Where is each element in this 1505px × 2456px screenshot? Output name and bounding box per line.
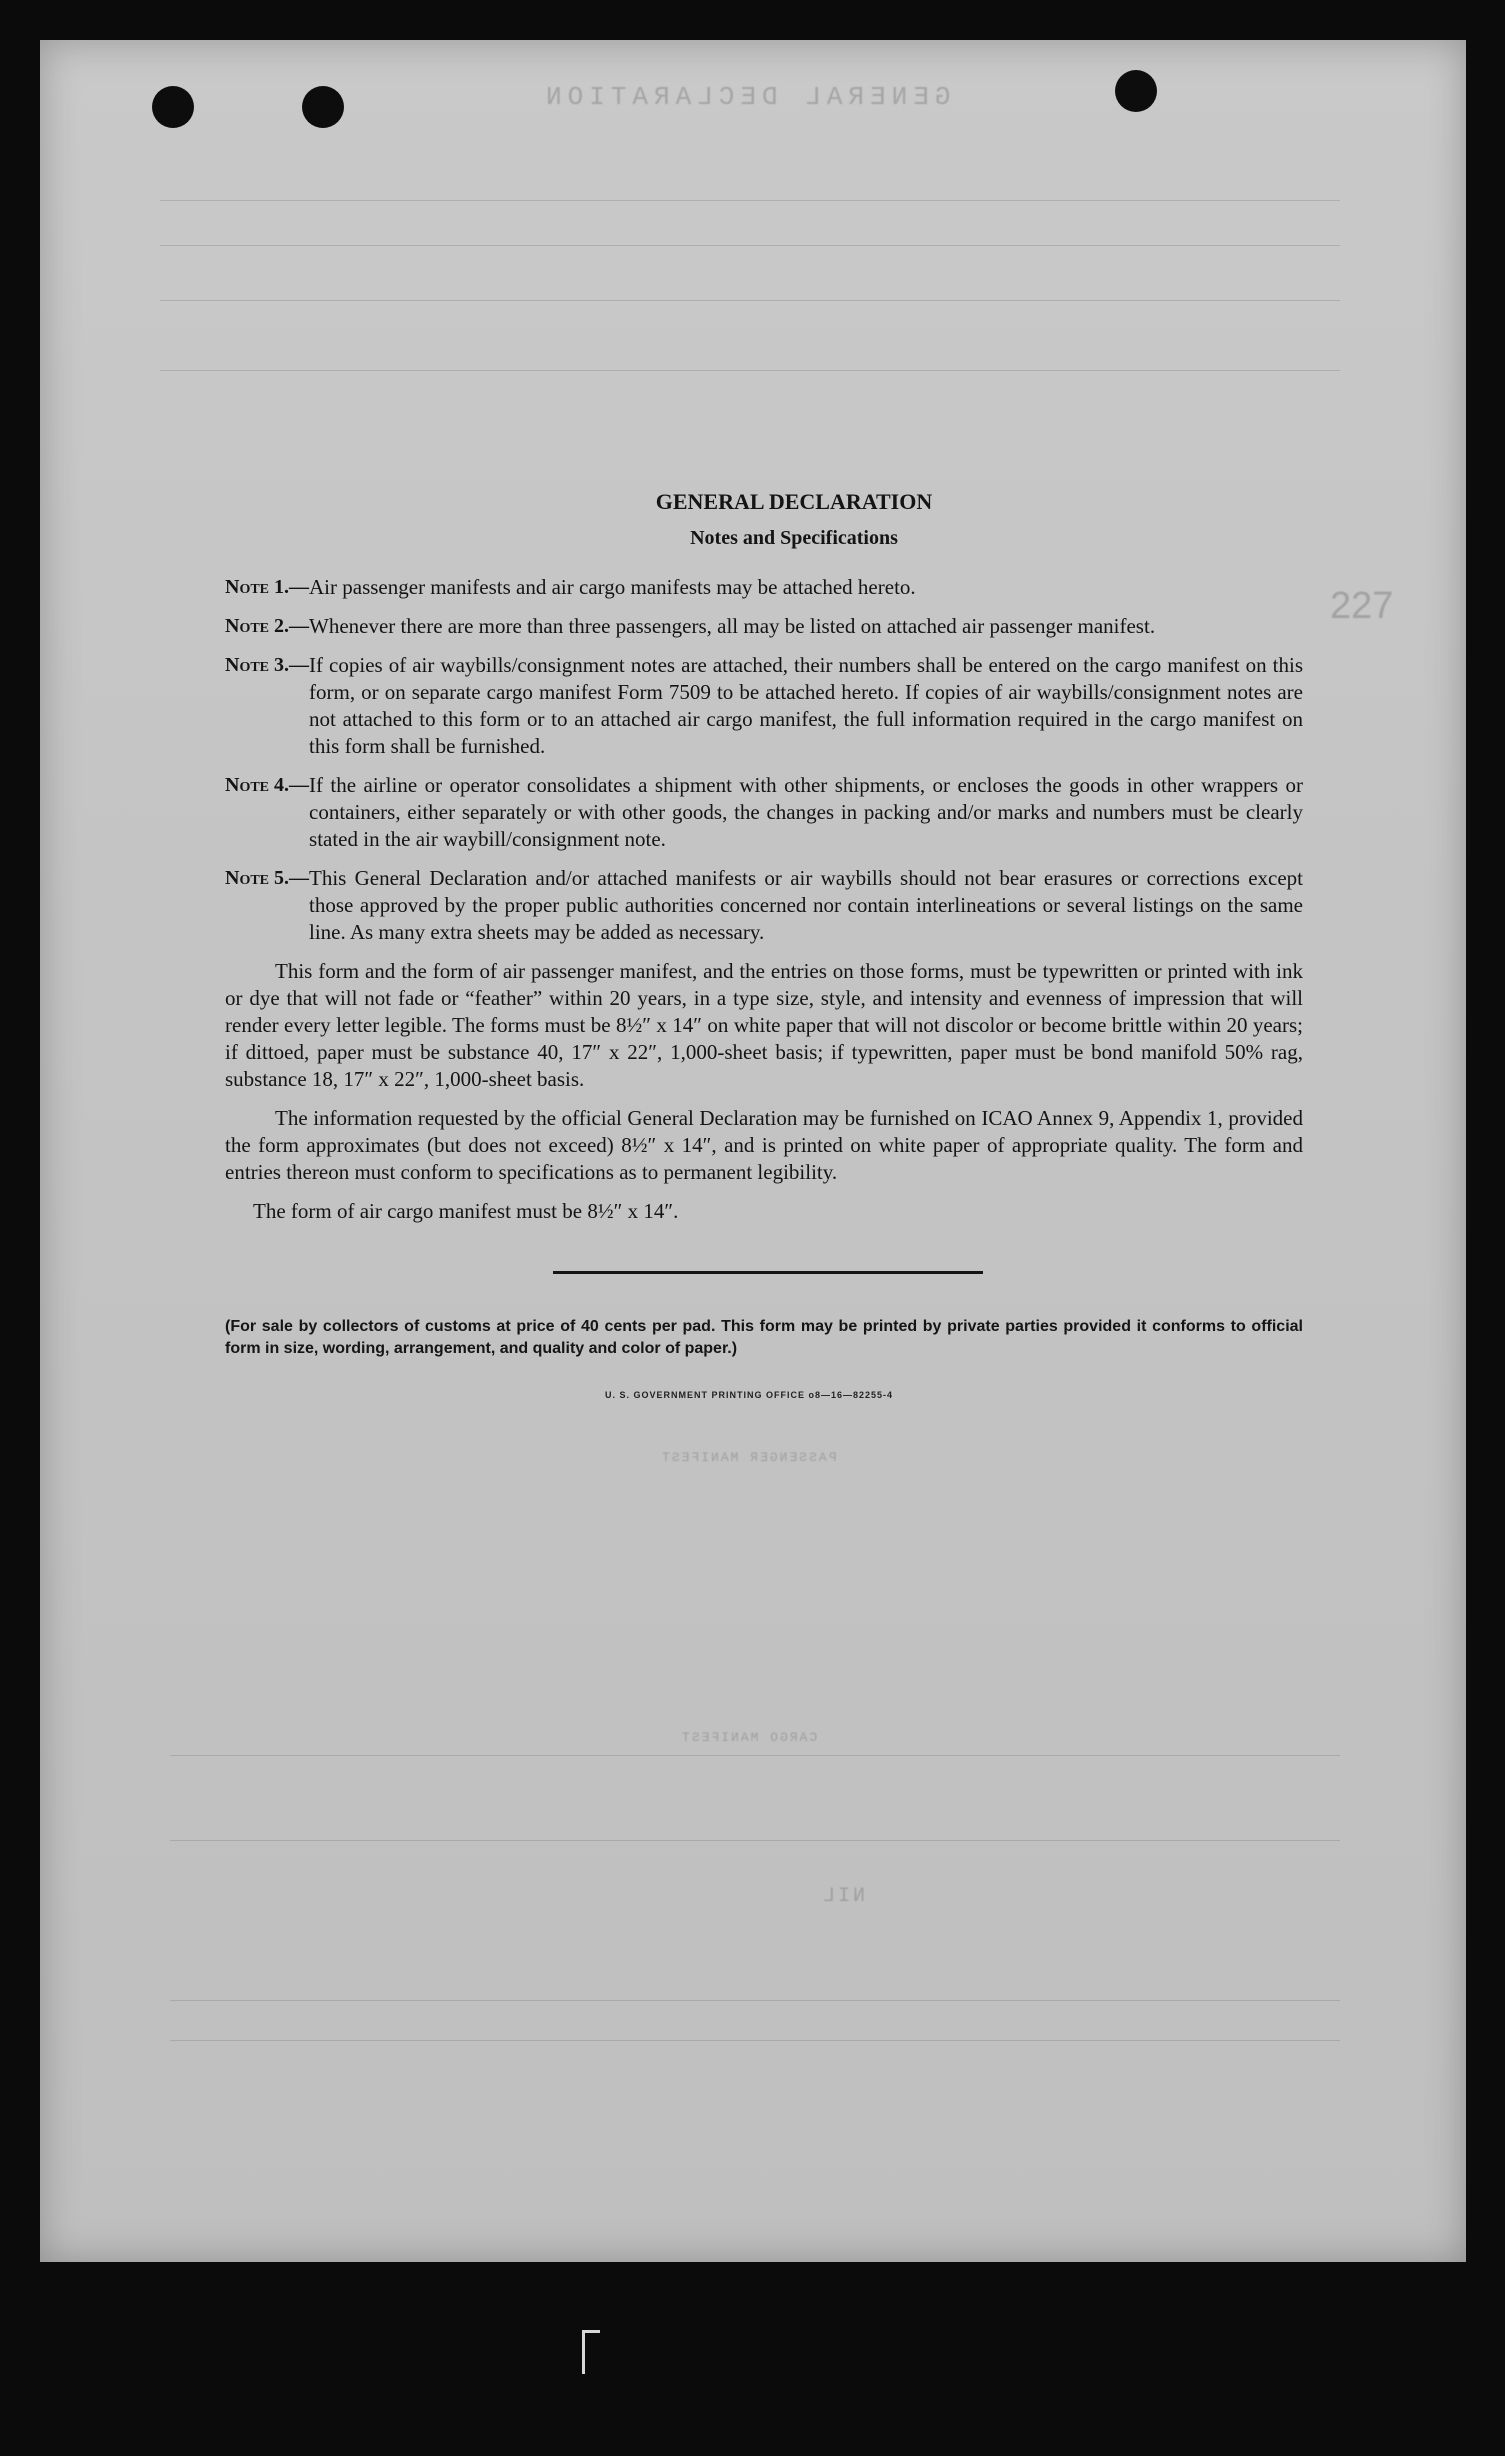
bleed-through-nil: NIL [820,1885,866,1908]
page-title: GENERAL DECLARATION [655,489,933,514]
bleed-through-rule [170,2040,1340,2041]
note-4 [225,772,1303,853]
note-label: Note 1.— [225,576,310,598]
bleed-through-rule [170,1840,1340,1841]
sale-notice: (For sale by collectors of customs at price of 40 cents per pad. This form may be printed by private parties provided it conforms to official form in size, wording, arrangement, and quality and color of paper.) [225,1318,1303,1357]
bleed-through-rule [170,2000,1340,2001]
paragraph-form-requirements: This form and the form of air passenger manifest, and the entries on those forms, must be typewritten or printed with ink or dye that will not fade or “feather” within 20 years, in a type size, style, and intensity and evenness of impression that will render every letter legible. The forms must be 8½″ x 14″ on white paper that will not discolor or become brittle within 20 years; if dittoed, paper must be substance 40, 17″ x 22″, 1,000-sheet basis; if typewritten, paper must be bond manifold 50% rag, substance 18, 17″ x 22″, 1,000-sheet basis. [225,959,1303,1091]
punch-hole [302,86,344,128]
bleed-through-cargo-manifest: CARGO MANIFEST [680,1730,818,1745]
paragraph-cargo-manifest-size: The form of air cargo manifest must be 8½″ x 14″. [253,1199,679,1223]
punch-hole [1115,70,1157,112]
note-1 [225,574,1303,601]
note-5 [225,865,1303,946]
note-text: Whenever there are more than three passengers, all may be listed on attached air passenger manifest. [309,614,1156,638]
bleed-through-rule [170,1755,1340,1756]
note-2 [225,613,1303,640]
bleed-through-rule [160,370,1340,371]
bleed-through-rule [160,300,1340,301]
note-label: Note 3.— [225,654,310,676]
divider [553,1271,983,1274]
note-text: If copies of air waybills/consignment notes are attached, their numbers shall be entered on the cargo manifest on this form, or on separate cargo manifest Form 7509 to be attached hereto. If copies of air waybills/consignment notes are not attached to this form or to an attached air cargo manifest, the full information required in the cargo manifest on this form shall be furnished. [309,653,1303,758]
punch-hole [152,86,194,128]
note-3 [225,652,1303,760]
note-label: Note 4.— [225,774,310,796]
scan-mark [582,2330,585,2374]
note-text: This General Declaration and/or attached manifests or air waybills should not bear erasures or corrections except those approved by the proper public authorities concerned nor contain interlineations or several listings on the same line. As many extra sheets may be added as necessary. [309,866,1303,944]
bleed-through-title: GENERAL DECLARATION [540,82,951,112]
paragraph-icao-annex: The information requested by the official General Declaration may be furnished on ICAO Annex 9, Appendix 1, provided the form approximates (but does not exceed) 8½″ x 14″, and is printed on white paper of appropriate quality. The form and entries thereon must conform to specifications as to permanent legibility. [225,1106,1303,1184]
note-text: Air passenger manifests and air cargo manifests may be attached hereto. [309,575,916,599]
notes-and-specifications [225,488,1303,1409]
bleed-through-rule [160,245,1340,246]
note-label: Note 2.— [225,615,310,637]
printer-line: U. S. GOVERNMENT PRINTING OFFICE o8—16—82255-4 [605,1390,894,1400]
page-subtitle: Notes and Specifications [690,527,898,549]
bleed-through-rule [160,200,1340,201]
margin-number: 227 [1330,585,1394,627]
note-label: Note 5.— [225,867,310,889]
bleed-through-passenger-manifest: PASSENGER MANIFEST [660,1450,837,1465]
note-text: If the airline or operator consolidates a shipment with other shipments, or encloses the goods in other wrappers or containers, either separately or with other goods, the changes in packing and/or marks and numbers must be clearly stated in the air waybill/consignment note. [309,773,1303,851]
scan-mark [582,2330,600,2333]
